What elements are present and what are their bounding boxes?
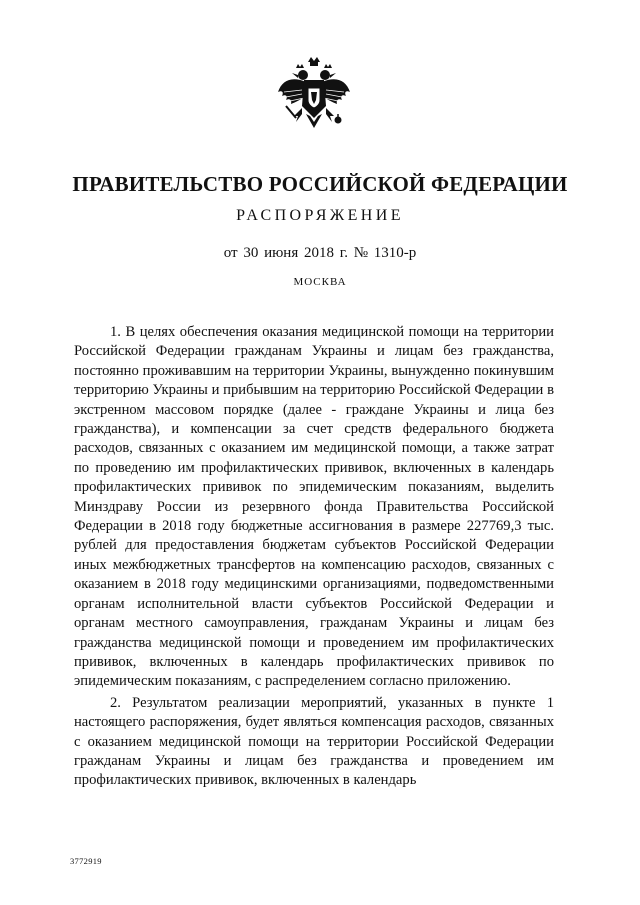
russian-coat-of-arms-icon: [272, 56, 356, 140]
paragraph-2: 2. Результатом реализации мероприятий, указанных в пункте 1 настоящего распоряжения, будет являться компенсация расходов, связанных с оказанием медицинской помощи на территории Российской Федерации гражданам Украины и лицам без гражданства и проведением им профилактических прививок, включенных в календарь: [74, 694, 554, 789]
paragraph-1: 1. В целях обеспечения оказания медицинской помощи на территории Российской Федерации гражданам Украины и лицам без гражданства, постоянно проживавшим на территории Украины, вынужденно покинувшим территорию Украины и прибывшим на территорию Российской Федерации в экстренном массовом порядке (далее - граждане Украины и лица без гражданства), и компенсации за счет средств федерального бюджета расходов, связанных с оказанием им медицинской помощи, а также затрат по проведению им профилактических прививок, включенных в календарь профилактических прививок по эпидемическим показаниям, выделить Минздраву России из резервного фонда Правительства Российской Федерации в 2018 году бюджетные ассигнования в размере 227769,3 тыс. рублей для предоставления бюджетам субъектов Российской Федерации иных межбюджетных трансфертов на компенсацию расходов, связанных с оказанием в 2018 году медицинскими организациями, подведомственными органам исполнительной власти субъектов Российской Федерации и органам местного самоуправления, гражданам Украины и лицам без гражданства медицинской помощи и проведением им профилактических прививок, включенных в календарь профилактических прививок по эпидемическим показаниям, с распределением согласно приложению.: [74, 324, 554, 690]
document-type: РАСПОРЯЖЕНИЕ: [236, 207, 404, 224]
document-date-number: от 30 июня 2018 г. № 1310-р: [223, 245, 417, 261]
document-city: МОСКВА: [293, 276, 347, 288]
document-body: [74, 323, 554, 793]
government-title: ПРАВИТЕЛЬСТВО РОССИЙСКОЙ ФЕДЕРАЦИИ: [72, 172, 568, 196]
footer-document-code: 3772919: [70, 856, 102, 866]
